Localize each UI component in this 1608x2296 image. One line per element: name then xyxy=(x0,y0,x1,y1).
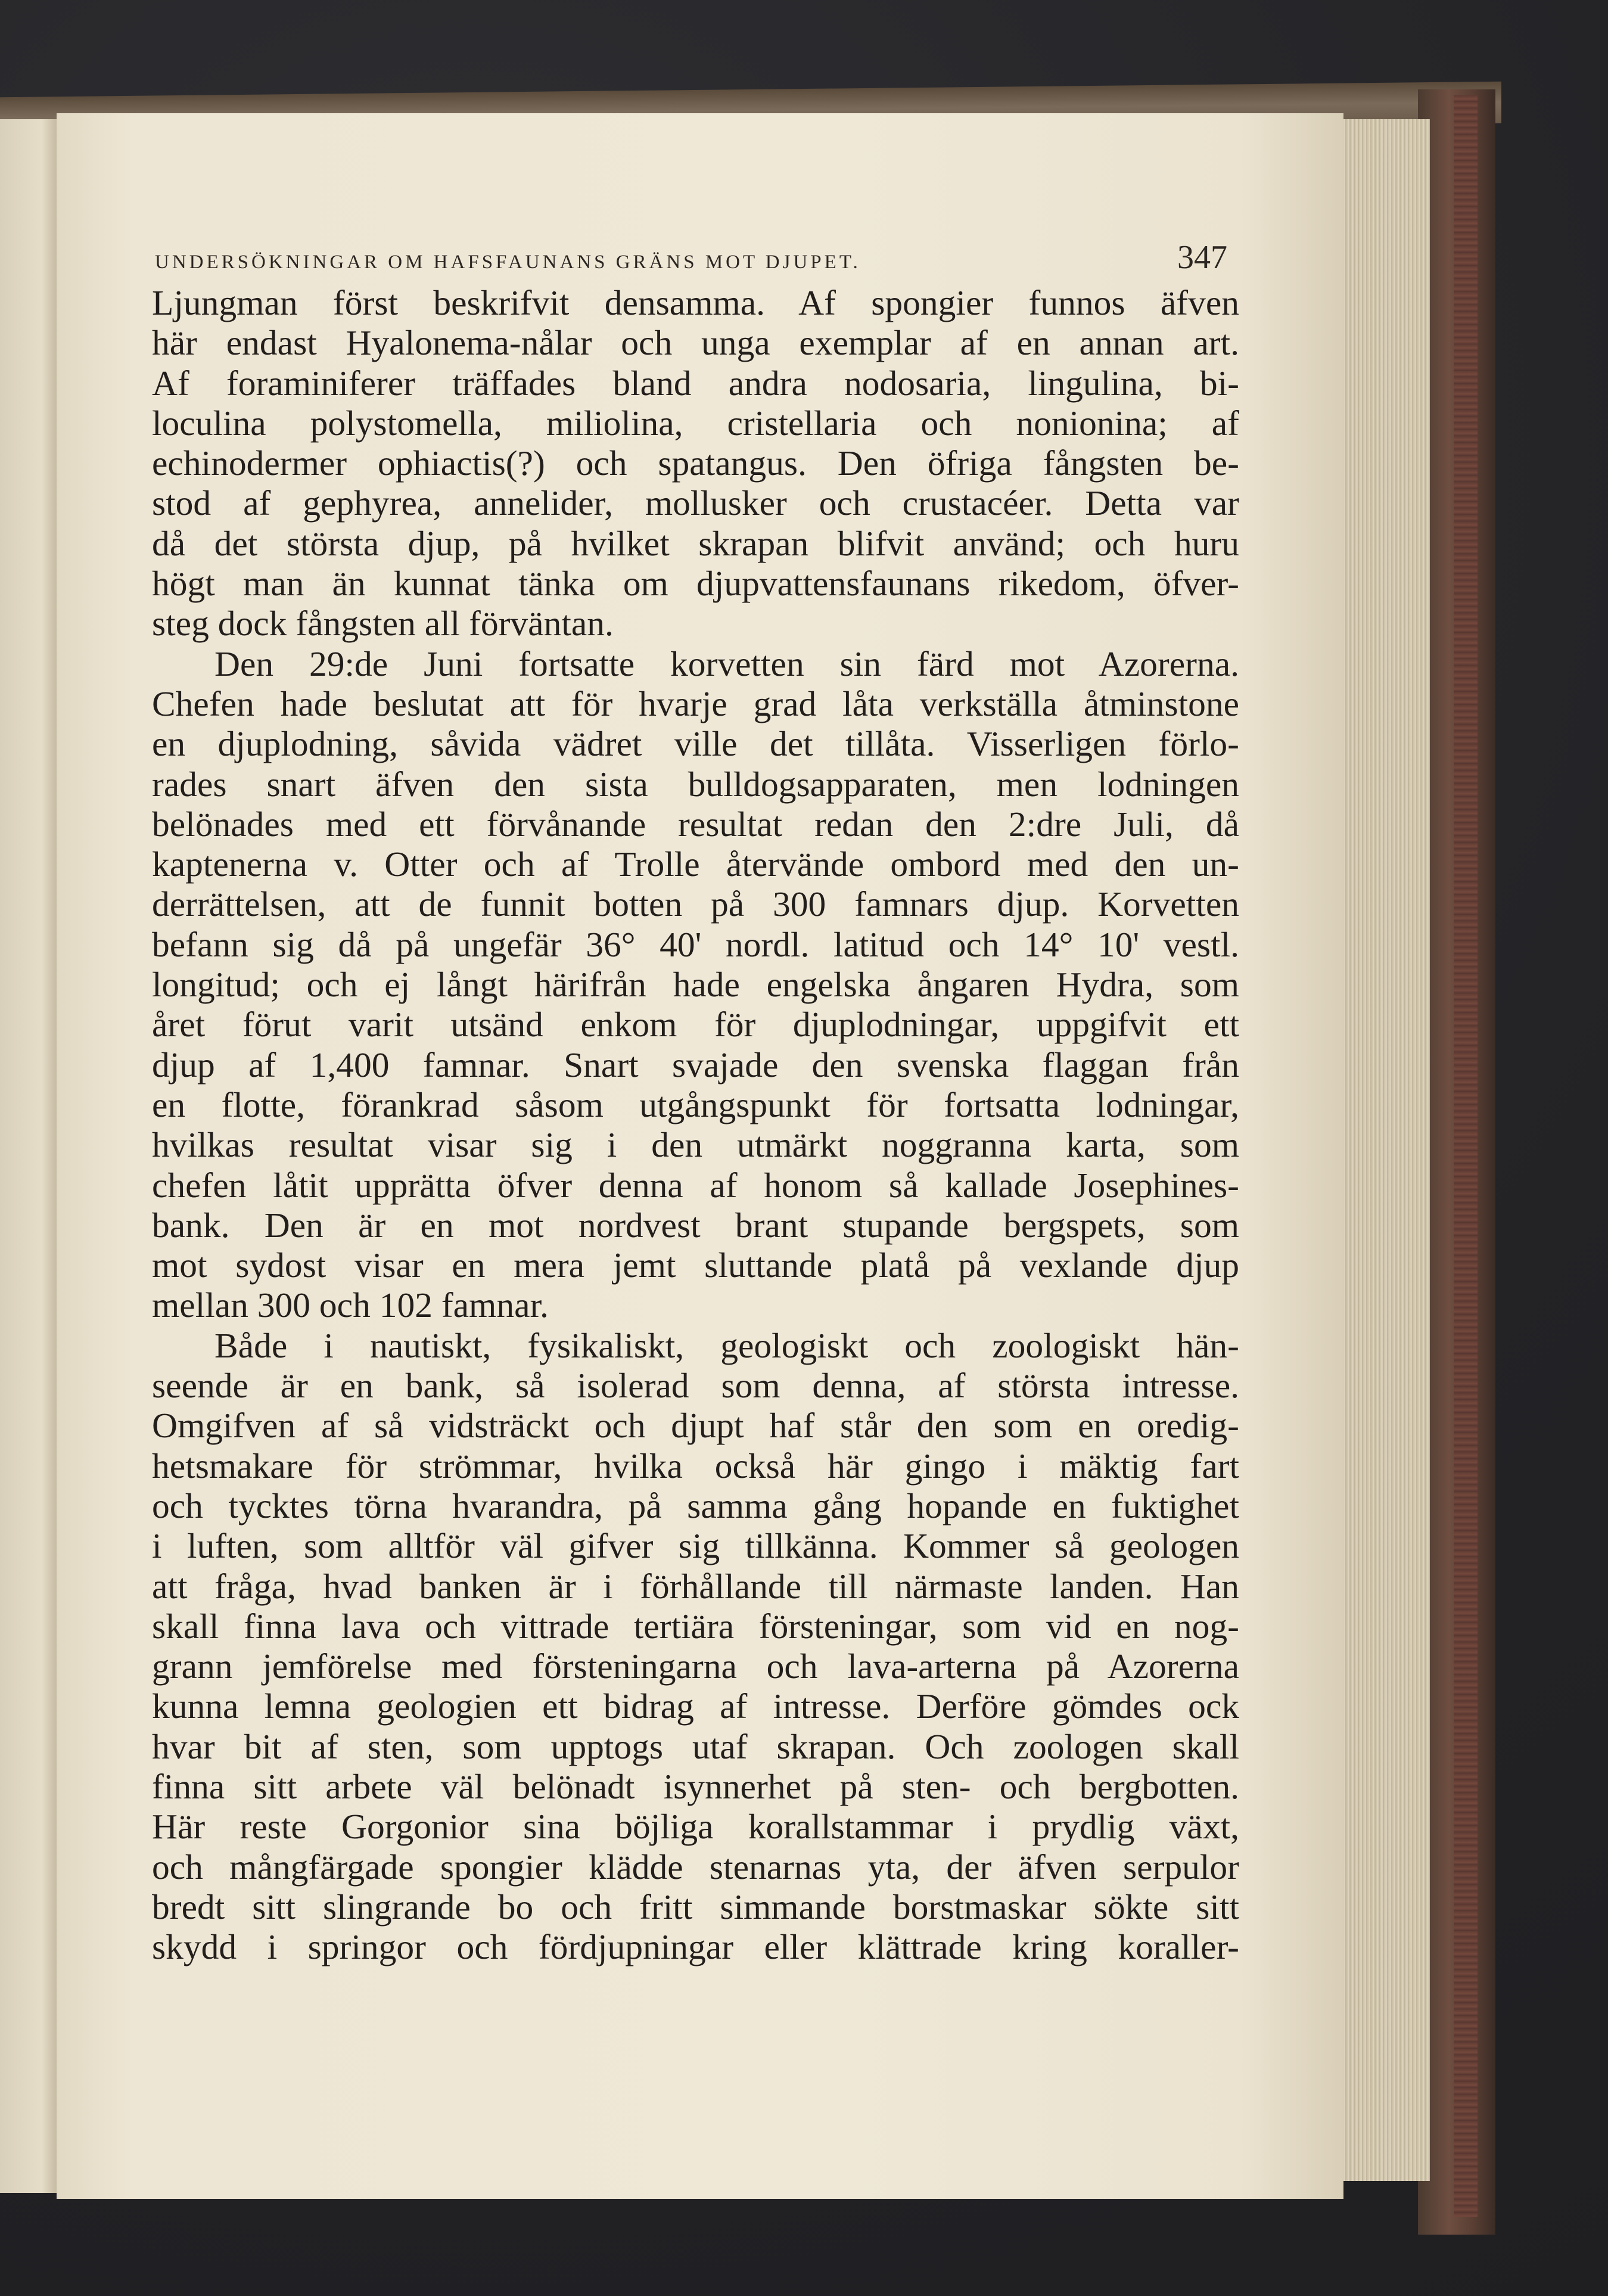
page-block-edges xyxy=(1335,119,1430,2181)
text-line: belönades med ett förvånande resultat redan den 2:dre Juli, då xyxy=(152,804,1239,844)
text-line: seende är en bank, så isolerad som denna, af största intresse. xyxy=(152,1366,1239,1406)
text-line: och tycktes törna hvarandra, på samma gång hopande en fuktighet xyxy=(152,1486,1239,1526)
text-line: longitud; och ej långt härifrån hade engelska ångaren Hydra, som xyxy=(152,965,1239,1005)
book-spine-texture xyxy=(1454,95,1478,2217)
page-header xyxy=(155,238,1227,286)
text-line: befann sig då på ungefär 36° 40' nordl. latitud och 14° 10' vestl. xyxy=(152,924,1239,964)
text-line: kunna lemna geologien ett bidrag af intresse. Derföre gömdes ock xyxy=(152,1686,1239,1726)
text-line: och mångfärgade spongier klädde stenarnas yta, der äfven serpulor xyxy=(152,1847,1239,1887)
text-line: hetsmakare för strömmar, hvilka också här gingo i mäktig fart xyxy=(152,1446,1239,1486)
text-line: chefen låtit upprätta öfver denna af honom så kallade Josephines- xyxy=(152,1165,1239,1205)
text-line: högt man än kunnat tänka om djupvattensfaunans rikedom, öfver- xyxy=(152,564,1239,604)
text-line: Af foraminiferer träffades bland andra nodosaria, lingulina, bi- xyxy=(152,363,1239,403)
text-line: skydd i springor och fördjupningar eller klättrade kring koraller- xyxy=(152,1927,1239,1967)
text-line: derrättelsen, att de funnit botten på 300 famnars djup. Korvetten xyxy=(152,884,1239,924)
text-line: Ljungman först beskrifvit densamma. Af spongier funnos äfven xyxy=(152,283,1239,322)
text-line: Omgifven af så vidsträckt och djupt haf står den som en oredig- xyxy=(152,1406,1239,1446)
text-line: att fråga, hvad banken är i förhållande till närmaste landen. Han xyxy=(152,1566,1239,1606)
text-line: hvar bit af sten, som upptogs utaf skrapan. Och zoologen skall xyxy=(152,1726,1239,1766)
text-line: steg dock fångsten all förväntan. xyxy=(152,604,614,644)
running-title: UNDERSÖKNINGAR OM HAFSFAUNANS GRÄNS MOT DJUPET. xyxy=(155,251,861,273)
text-line: här endast Hyalonema-nålar och unga exemplar af en annan art. xyxy=(152,323,1239,363)
text-line: en flotte, förankrad såsom utgångspunkt för fortsatta lodningar, xyxy=(152,1085,1239,1124)
text-line: djup af 1,400 famnar. Snart svajade den svenska flaggan från xyxy=(152,1045,1239,1085)
text-line: Både i nautiskt, fysikaliskt, geologiskt och zoologiskt hän- xyxy=(214,1325,1239,1365)
text-line: loculina polystomella, miliolina, cristellaria och nonionina; af xyxy=(152,403,1239,443)
text-line: då det största djup, på hvilket skrapan blifvit använd; och huru xyxy=(152,523,1239,563)
text-line: bank. Den är en mot nordvest brant stupande bergspets, som xyxy=(152,1205,1239,1245)
text-line: året förut varit utsänd enkom för djuplodningar, uppgifvit ett xyxy=(152,1005,1239,1045)
text-line: en djuplodning, såvida vädret ville det tillåta. Visserligen förlo- xyxy=(152,724,1239,764)
text-line: kaptenerna v. Otter och af Trolle återvände ombord med den un- xyxy=(152,844,1239,884)
body-text xyxy=(152,283,1239,1967)
text-line: bredt sitt slingrande bo och fritt simmande borstmaskar sökte sitt xyxy=(152,1887,1239,1927)
text-line: stod af gephyrea, annelider, mollusker och crustacéer. Detta var xyxy=(152,483,1239,523)
text-line: i luften, som alltför väl gifver sig tillkänna. Kommer så geologen xyxy=(152,1526,1239,1566)
text-line: finna sitt arbete väl belönadt isynnerhet på sten- och bergbotten. xyxy=(152,1766,1239,1806)
page-number: 347 xyxy=(1177,239,1227,276)
text-line: mot sydost visar en mera jemt sluttande platå på vexlande djup xyxy=(152,1245,1239,1285)
text-line: echinodermer ophiactis(?) och spatangus. Den öfriga fångsten be- xyxy=(152,443,1239,483)
facing-page-edge xyxy=(0,119,60,2193)
text-line: grann jemförelse med försteningarna och lava-arterna på Azorerna xyxy=(152,1646,1239,1686)
text-line: Här reste Gorgonior sina böjliga korallstammar i prydlig växt, xyxy=(152,1807,1239,1847)
text-line: Den 29:de Juni fortsatte korvetten sin färd mot Azorerna. xyxy=(214,644,1239,683)
text-line: rades snart äfven den sista bulldogsapparaten, men lodningen xyxy=(152,764,1239,804)
text-line: skall finna lava och vittrade tertiära försteningar, som vid en nog- xyxy=(152,1606,1239,1646)
text-line: Chefen hade beslutat att för hvarje grad låta verkställa åtminstone xyxy=(152,683,1239,723)
text-line: mellan 300 och 102 famnar. xyxy=(152,1285,549,1325)
text-line: hvilkas resultat visar sig i den utmärkt noggranna karta, som xyxy=(152,1125,1239,1165)
